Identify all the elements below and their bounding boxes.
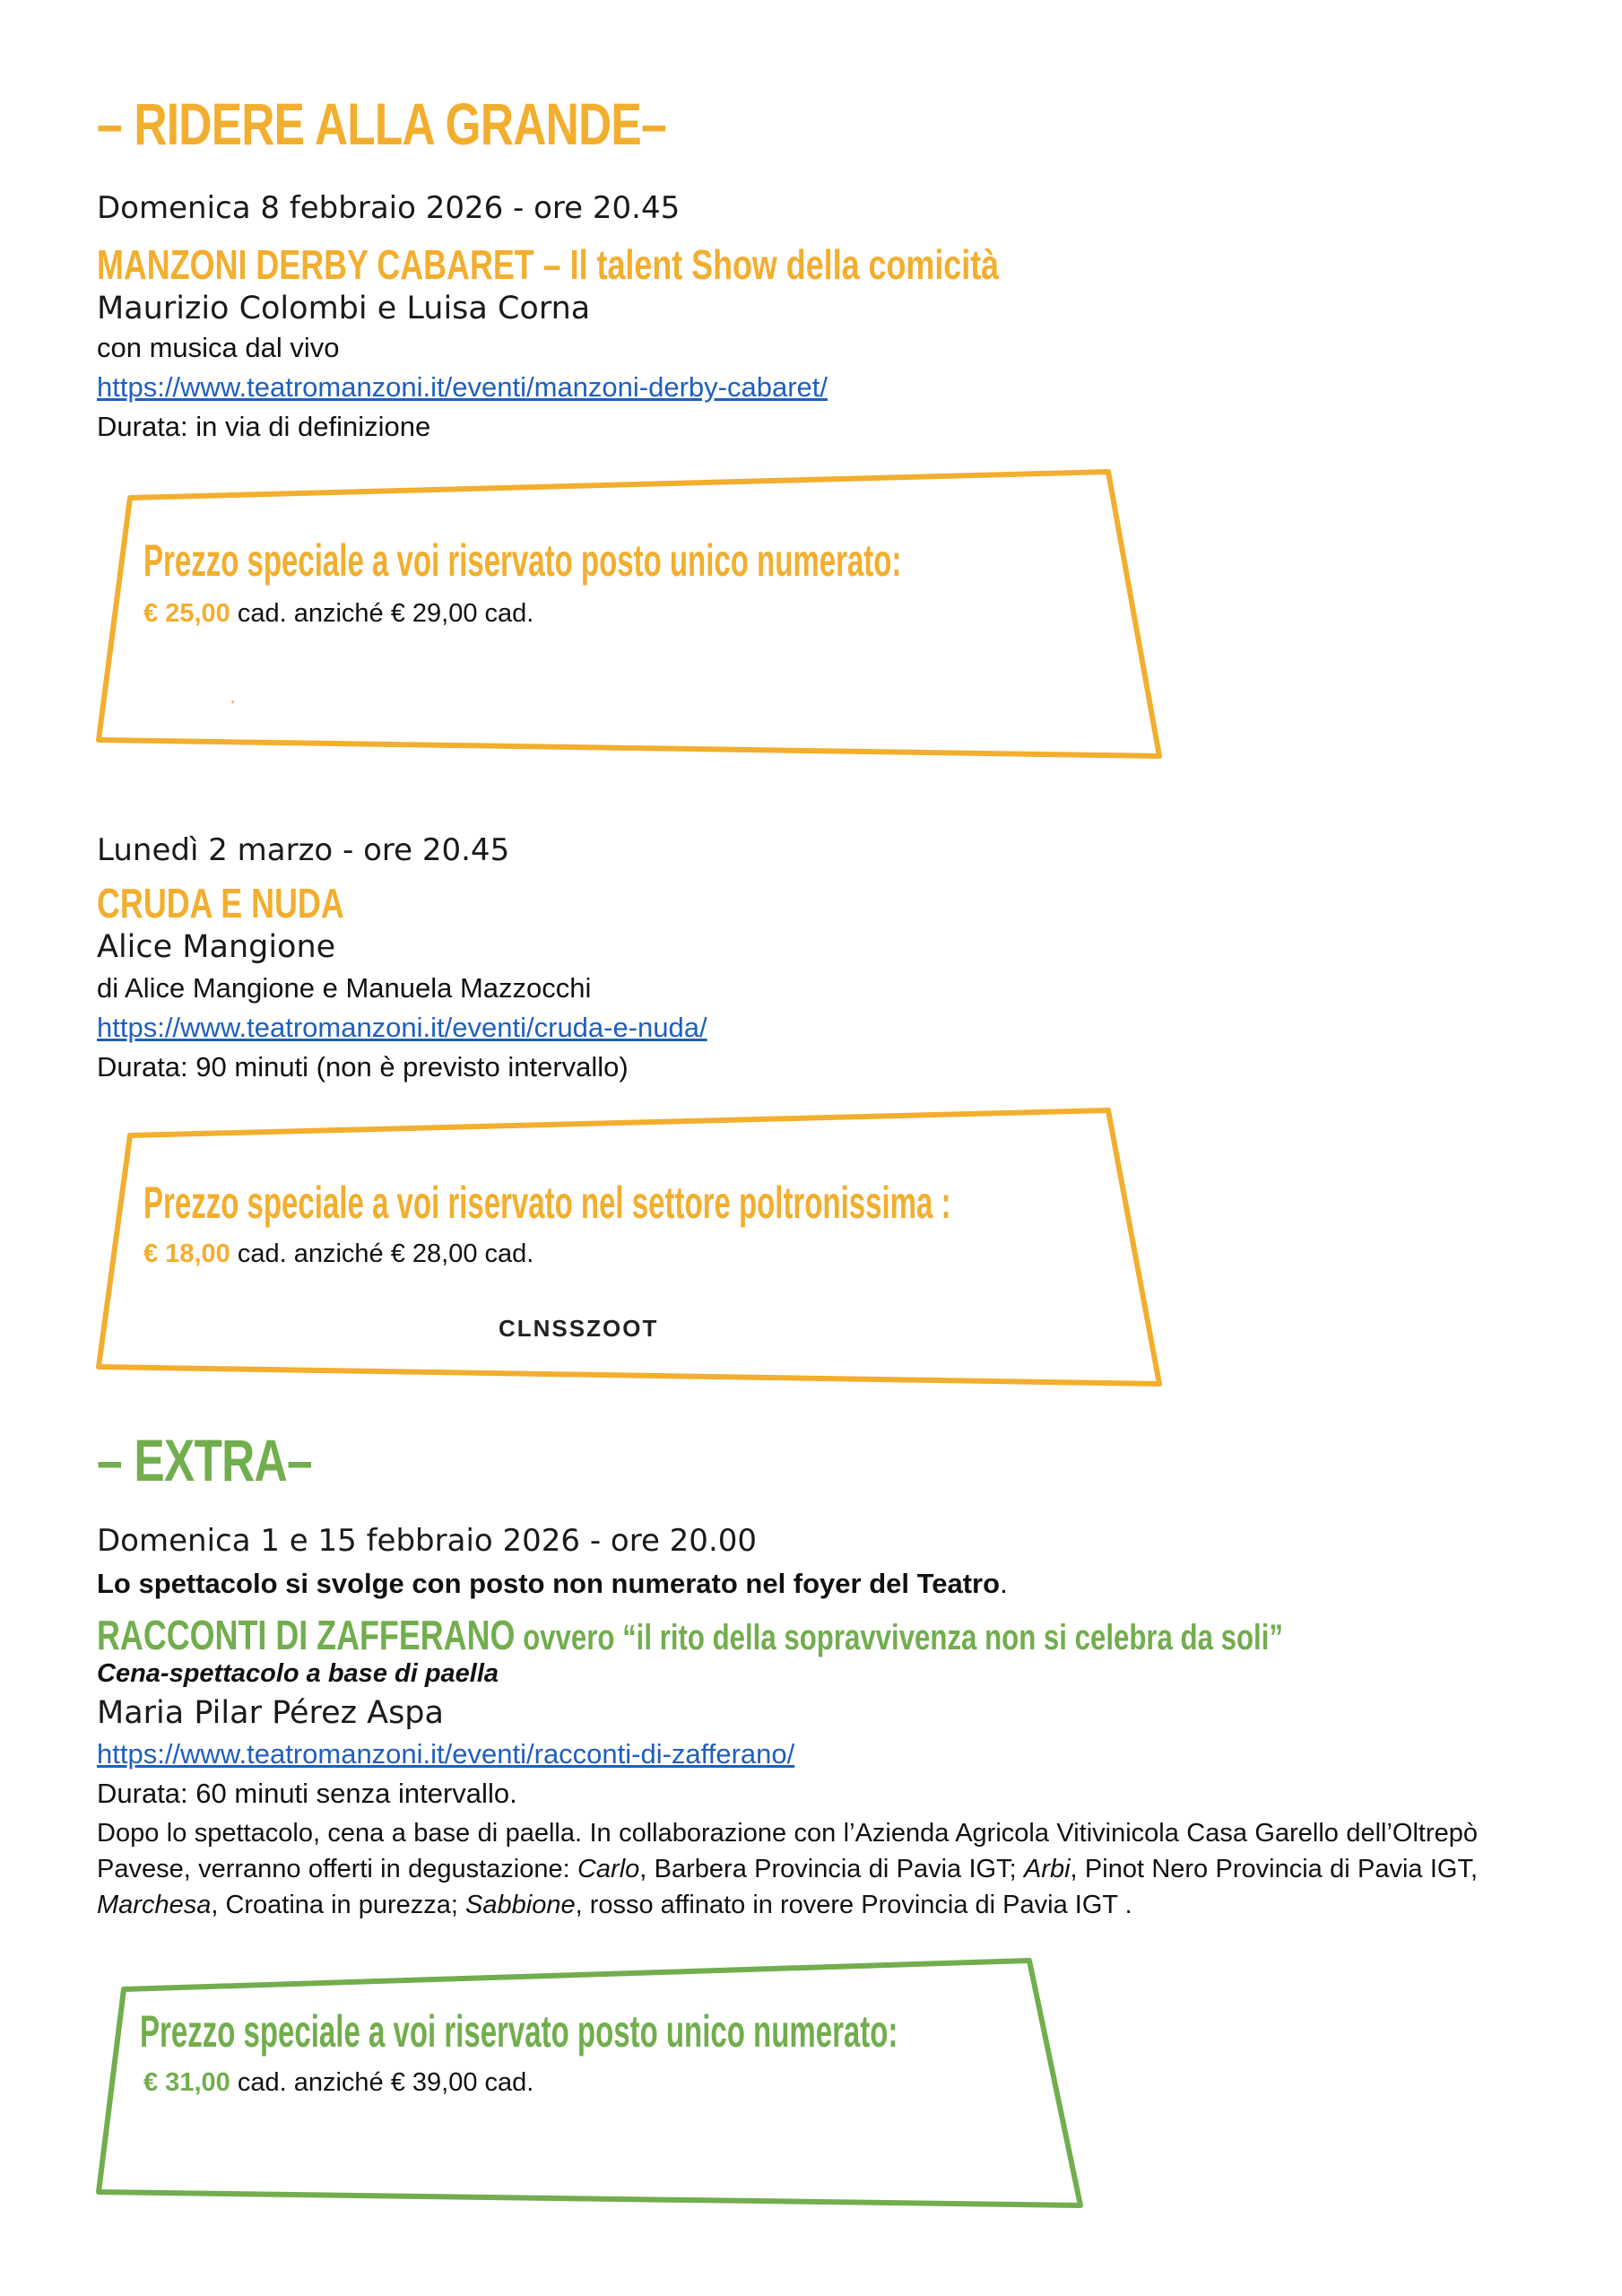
wine-name: Arbi [1023,1855,1071,1883]
event-duration: Durata: 90 minuti (non è previsto intervallo) [97,1051,629,1083]
event-date: Domenica 8 febbraio 2026 - ore 20.45 [97,190,681,226]
event-link[interactable]: https://www.teatromanzoni.it/eventi/cruda-e-nuda/ [97,1012,707,1043]
price-regular: cad. anziché € 28,00 cad. [230,1239,534,1268]
section-title-ridere: – RIDERE ALLA GRANDE– [97,91,666,157]
stray-mark: CLNSSZOOT [499,1315,659,1342]
special-price: € 25,00 [143,599,230,628]
event-title-main: RACCONTI DI ZAFFERANO [97,1612,516,1658]
event-note: con musica dal vivo [97,332,340,363]
event-date: Lunedì 2 marzo - ore 20.45 [97,832,510,868]
event-title [97,1611,1283,1659]
stray-mark: . [230,682,237,709]
price-heading: Prezzo speciale a voi riservato posto unico numerato: [140,2006,898,2057]
price-line [143,2068,533,2098]
venue-note: Lo spettacolo si svolge con posto non numerato nel foyer del Teatro. [97,1568,1008,1599]
event-date: Domenica 1 e 15 febbraio 2026 - ore 20.00 [97,1523,758,1559]
event-performers: Maurizio Colombi e Luisa Corna [97,291,591,326]
event-duration: Durata: in via di definizione [97,411,431,442]
event-link[interactable]: https://www.teatromanzoni.it/eventi/manzoni-derby-cabaret/ [97,371,828,403]
event-link[interactable]: https://www.teatromanzoni.it/eventi/racconti-di-zafferano/ [97,1738,795,1770]
price-regular: cad. anziché € 39,00 cad. [230,2068,534,2097]
wine-name: Carlo [577,1855,640,1883]
price-regular: cad. anziché € 29,00 cad. [230,599,534,628]
event-performers: Alice Mangione [97,929,336,965]
event-title: MANZONI DERBY CABARET – Il talent Show della comicità [97,241,1000,288]
price-heading: Prezzo speciale a voi riservato nel settore poltronissima : [143,1178,951,1228]
event-title-sub: ovvero “il rito della sopravvivenza non si celebra da soli” [515,1618,1283,1657]
special-price: € 18,00 [143,1239,230,1268]
wine-name: Marchesa [97,1891,212,1919]
event-tagline: Cena-spettacolo a base di paella [97,1659,499,1688]
event-description: Dopo lo spettacolo, cena a base di paella. In collaborazione con l’Azienda Agricola Vitivinicola Casa Garello dell’Oltrepò Pavese, verranno offerti in degustazione: Carlo, Barbera Provincia di Pavia IGT; Arbi, Pinot Nero Provincia di Pavia IGT, Marchesa, Croatina in purezza; Sabbione, rosso affinato in rovere Provincia di Pavia IGT . [97,1819,1478,1919]
wine-name: Sabbione [465,1891,576,1919]
event-performers: Maria Pilar Pérez Aspa [97,1695,444,1731]
event-duration: Durata: 60 minuti senza intervallo. [97,1778,517,1809]
section-title-extra: – EXTRA– [97,1427,312,1493]
price-line [143,1239,533,1269]
event-title: CRUDA E NUDA [97,880,344,926]
price-line [143,599,533,629]
event-note: di Alice Mangione e Manuela Mazzocchi [97,972,592,1004]
price-heading: Prezzo speciale a voi riservato posto unico numerato: [143,535,902,586]
special-price: € 31,00 [143,2068,230,2097]
